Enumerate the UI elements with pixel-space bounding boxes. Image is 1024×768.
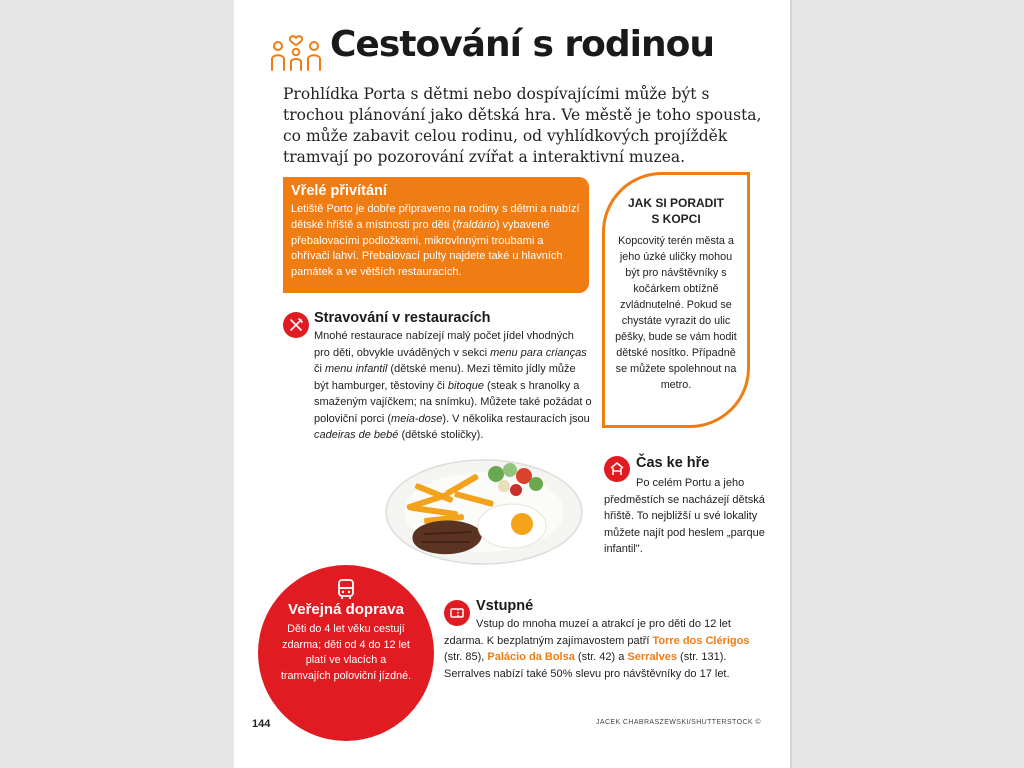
page-title: Cestování s rodinou	[330, 24, 715, 65]
play-text: Po celém Portu a jeho předměstích se nacházejí dětská hřiště. To nejbližší u své lokality můžete najít pod heslem „parque infantil".	[604, 477, 765, 555]
transport-text: Děti do 4 let věku cestují zdarma; děti od 4 do 12 let platí ve vlacích a tramvajích poloviční jízdné.	[280, 623, 412, 682]
tickets-title: Vstupné	[476, 598, 534, 614]
hills-tip-box	[602, 172, 750, 428]
bitoque-photo	[384, 452, 584, 566]
family-icon	[268, 28, 324, 74]
page-spine	[790, 0, 792, 768]
fork-knife-icon	[283, 312, 309, 338]
tickets-text: Vstup do mnoha muzeí a atrakcí je pro děti do 12 let zdarma. K bezplatným zajímavostem patří Torre dos Clérigos (str. 85), Palácio da Bolsa (str. 42) a Serralves (str. 131). Serralves nabízí také 50% slevu pro návštěvníky do 17 let.	[444, 618, 750, 680]
play-title: Čas ke hře	[636, 455, 710, 471]
hills-title: JAK SI PORADIT S KOPCI	[627, 196, 724, 226]
welcome-title: Vřelé přivítání	[291, 183, 387, 199]
dining-text: Mnohé restaurace nabízejí malý počet jídel vhodných pro děti, obvykle uváděných v sekci menu para crianças či menu infantil (dětské menu). Mezi těmito jídly může být hamburger, těstoviny či bitoque (steak s hranolky a smaženým vajíčkem; na snímku). Můžete také požádat o poloviční porci (meia-dose). V několika restauracích jsou cadeiras de bebé (dětské stoličky).	[314, 330, 592, 441]
page-number: 144	[252, 718, 271, 730]
hills-text: Kopcovitý terén města a jeho úzké uličky mohou být pro návštěvníky s kočárkem obtížně zvládnutelné. Pokud se chystáte vyrazit do ulic pěšky, bude se vám hodit dětské nosítko. Případně se můžete spolehnout na metro.	[615, 235, 737, 391]
bus-icon	[334, 577, 358, 601]
dining-title: Stravování v restauracích	[314, 310, 491, 326]
welcome-text: Letiště Porto je dobře připraveno na rodiny s dětmi a nabízí dětské hřiště a místnosti pro děti (fraldário) vybavené přebalovacími podložkami, mikrovlnnými troubami a ohřívači lahví. Přebalovací pulty najdete také u hlavních památek a ve větších restauracích.	[291, 203, 580, 279]
intro-paragraph: Prohlídka Porta s dětmi nebo dospívajícími může být s trochou plánování jako dětská hra. Ve městě je toho spousta, co může zabavit celou rodinu, od vyhlídkových projížděk tramvají po pozorování zvířat a interaktivní muzea.	[283, 85, 762, 166]
transport-circle	[258, 565, 434, 741]
welcome-box	[283, 177, 589, 293]
photo-credit: JACEK CHABRASZEWSKI/SHUTTERSTOCK ©	[596, 719, 761, 726]
transport-title: Veřejná doprava	[288, 601, 404, 618]
